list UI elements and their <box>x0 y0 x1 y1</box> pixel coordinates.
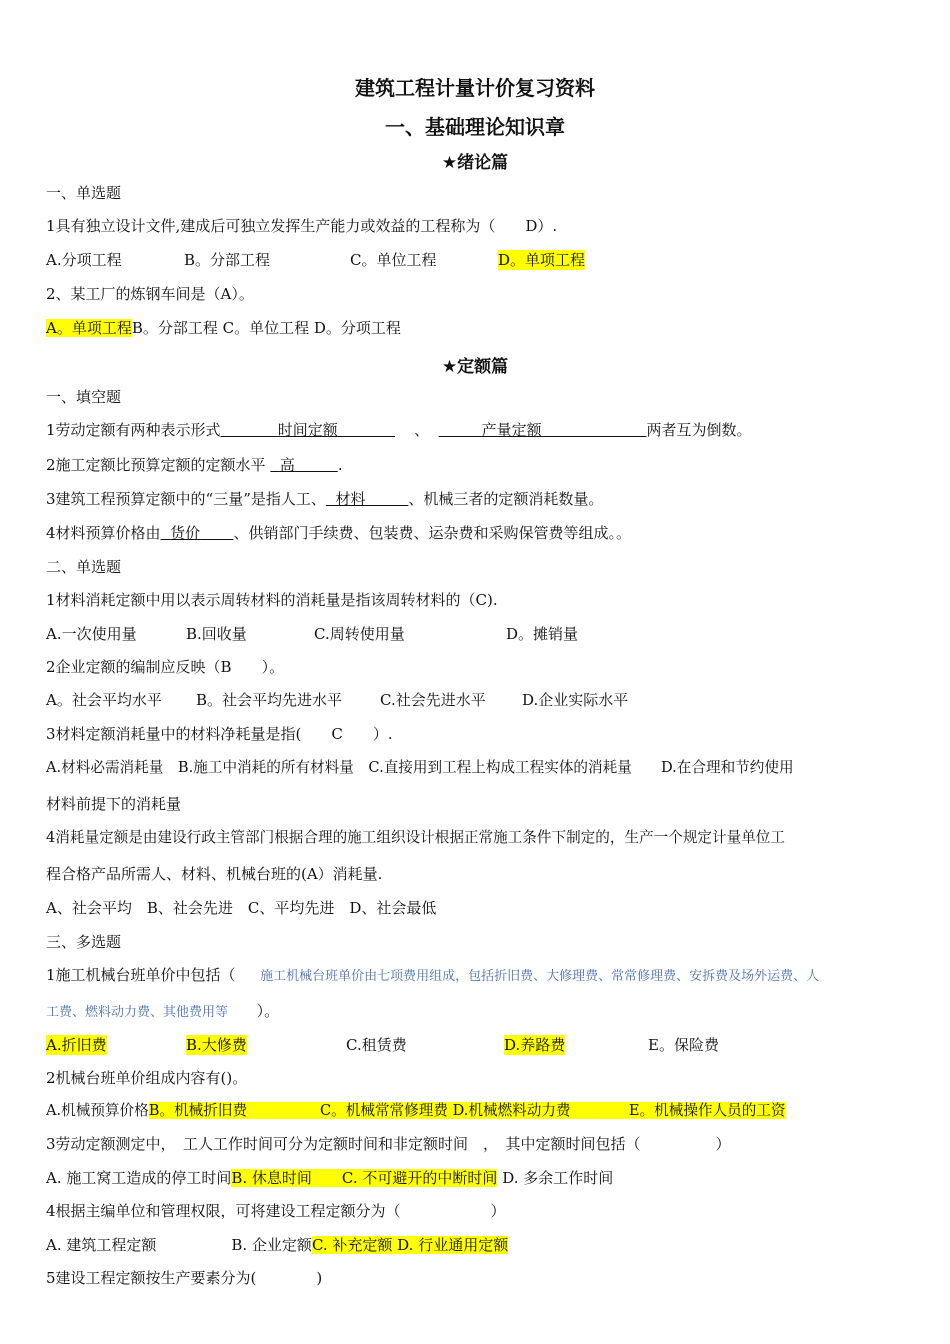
options-line: A、社会平均 B、社会先进 C、平均先进 D、社会最低 <box>46 899 437 917</box>
question-text: 3材料定额消耗量中的材料净耗量是指( C ）. <box>46 725 393 743</box>
question-text: 2企业定额的编制应反映（B ）。 <box>46 658 285 676</box>
option-a-highlighted: A.折旧费 <box>46 1036 107 1054</box>
question-text-continued: 工费、燃料动力费、其他费用等 ）。 <box>46 1002 280 1020</box>
option-b: B。分部工程 <box>184 251 271 269</box>
answer-highlight: A。单项工程 <box>46 319 132 337</box>
question-text: 4消耗量定额是由建设行政主管部门根据合理的施工组织设计根据正常施工条件下制定的，生产一个规定计量单位工 <box>46 829 785 846</box>
section-heading-quota: ★定额篇 <box>441 357 509 377</box>
fill-question-1: 1劳动定额有两种表示形式 时间定额 、 产量定额 两者互为倒数。 <box>46 421 752 439</box>
fill-question-2: 2施工定额比预算定额的定额水平 高 . <box>46 456 343 474</box>
answer-note: 施工机械台班单价由七项费用组成，包括折旧费、大修理费、常常修理费、安拆费及场外运费、人 <box>260 969 820 984</box>
option-c: C.租赁费 <box>346 1036 407 1054</box>
fill-question-4: 4材料预算价格由 货价 、供销部门手续费、包装费、运杂费和采购保管费等组成。。 <box>46 524 632 542</box>
question-text: 4根据主编单位和管理权限，可将建设工程定额分为（ ） <box>46 1202 506 1220</box>
question-text: 2、某工厂的炼钢车间是（A）。 <box>46 285 254 303</box>
option-e: E。保险费 <box>648 1036 719 1054</box>
options-line: A. 施工窝工造成的停工时间B. 休息时间 C. 不可避开的中断时间 D. 多余工作时间 <box>46 1169 614 1187</box>
option-a: A。社会平均水平 <box>46 691 162 709</box>
options-line: A.机械预算价格B。机械折旧费 C。机械常常修理费 D.机械燃料动力费 E。机械操作人员的工资 <box>46 1102 786 1119</box>
option-c: C.社会先进水平 <box>380 691 486 709</box>
option-a: A.一次使用量 <box>46 625 137 643</box>
question-text: 1具有独立设计文件,建成后可独立发挥生产能力或效益的工程称为（ D）. <box>46 217 558 235</box>
answer-highlight: B. 休息时间 C. 不可避开的中断时间 <box>231 1169 498 1187</box>
question-type-single: 一、单选题 <box>46 184 122 202</box>
answer-highlight: B。机械折旧费 C。机械常常修理费 D.机械燃料动力费 E。机械操作人员的工资 <box>148 1102 786 1119</box>
option-d-highlighted: D.养路费 <box>504 1036 566 1054</box>
options-line: A。单项工程B。分部工程 C。单位工程 D。分项工程 <box>46 319 401 337</box>
option-c: C。单位工程 <box>350 251 437 269</box>
question-text: 5建设工程定额按生产要素分为( ) <box>46 1269 323 1287</box>
options-line: A.材料必需消耗量 B.施工中消耗的所有材料量 C.直接用到工程上构成工程实体的消耗量 D.在合理和节约使用 <box>46 759 794 776</box>
question-text: 1材料消耗定额中用以表示周转材料的消耗量是指该周转材料的（C). <box>46 591 498 609</box>
option-b: B。社会平均先进水平 <box>196 691 343 709</box>
answer-highlight: C. 补充定额 D. 行业通用定额 <box>311 1236 509 1254</box>
option-d: D.企业实际水平 <box>522 691 629 709</box>
section-heading-intro: ★绪论篇 <box>441 153 509 173</box>
answer-note: 工费、燃料动力费、其他费用等 <box>46 1005 229 1020</box>
question-type-fill: 一、填空题 <box>46 388 122 406</box>
option-b-highlighted: B.大修费 <box>186 1036 247 1054</box>
option-d-highlighted: D。单项工程 <box>498 251 586 269</box>
option-a: A.分项工程 <box>46 251 122 269</box>
fill-question-3: 3建筑工程预算定额中的“三量”是指人工、 材料 、机械三者的定额消耗数量。 <box>46 490 604 508</box>
question-type-multi: 三、多选题 <box>46 933 122 951</box>
question-text-continued: 程合格产品所需人、材料、机械台班的(A）消耗量. <box>46 865 383 883</box>
chapter-title: 一、基础理论知识章 <box>385 115 565 139</box>
options-line-continued: 材料前提下的消耗量 <box>46 795 182 813</box>
option-b: B.回收量 <box>186 625 247 643</box>
question-text: 2机械台班单价组成内容有()。 <box>46 1069 248 1087</box>
options-line: A. 建筑工程定额 B. 企业定额C. 补充定额 D. 行业通用定额 <box>46 1236 509 1254</box>
document-title: 建筑工程计量计价复习资料 <box>355 76 595 100</box>
option-c: C.周转使用量 <box>314 625 405 643</box>
option-d: D。摊销量 <box>506 625 579 643</box>
question-type-single: 二、单选题 <box>46 558 122 576</box>
question-text: 1施工机械台班单价中包括（ 施工机械台班单价由七项费用组成，包括折旧费、大修理费、常常修理费、安拆费及场外运费、人 <box>46 966 820 984</box>
question-text: 3劳动定额测定中， 工人工作时间可分为定额时间和非定额时间 ， 其中定额时间包括（ ） <box>46 1135 731 1153</box>
